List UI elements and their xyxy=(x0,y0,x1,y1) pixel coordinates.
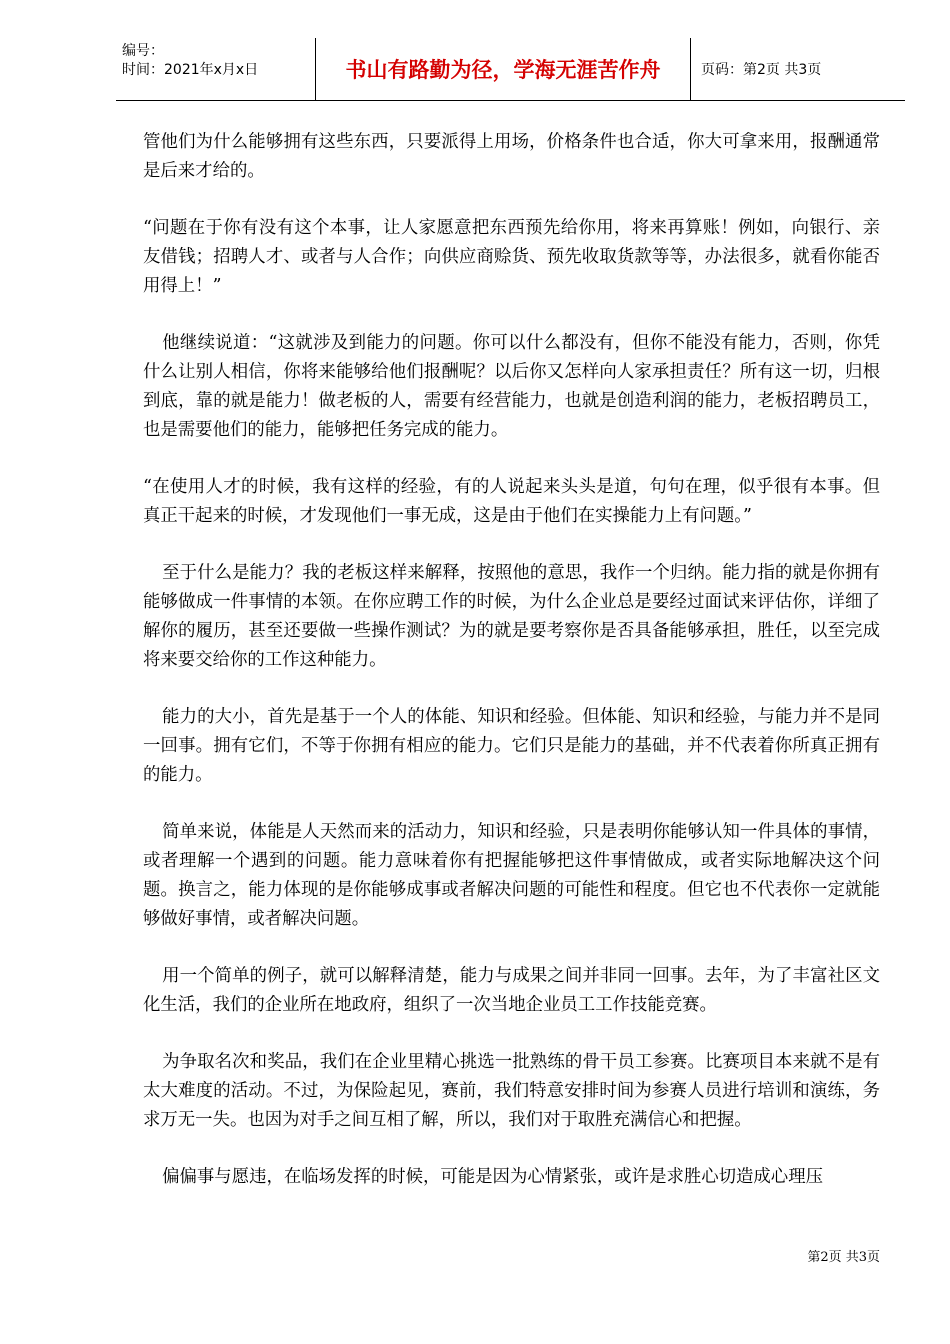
header-page-label: 页码：第2页 共3页 xyxy=(701,62,822,78)
paragraph: 为争取名次和奖品，我们在企业里精心挑选一批熟练的骨干员工参赛。比赛项目本来就不是有太大难度的活动。不过，为保险起见，赛前，我们特意安排时间为参赛人员进行培训和演练，务求万无一失。也因为对手之间互相了解，所以，我们对于取胜充满信心和把握。 xyxy=(143,1052,880,1130)
page-header xyxy=(116,38,905,101)
paragraph: 至于什么是能力？我的老板这样来解释，按照他的意思，我作一个归纳。能力指的就是你拥有能够做成一件事情的本领。在你应聘工作的时候，为什么企业总是要经过面试来评估你，详细了解你的履历，甚至还要做一些操作测试？为的就是要考察你是否具备能够承担，胜任，以至完成将来要交给你的工作这种能力。 xyxy=(143,563,880,670)
paragraph: 偏偏事与愿违，在临场发挥的时候，可能是因为心情紧张，或许是求胜心切造成心理压 xyxy=(162,1167,823,1187)
paragraph: 简单来说，体能是人天然而来的活动力，知识和经验，只是表明你能够认知一件具体的事情，或者理解一个遇到的问题。能力意味着你有把握能够把这件事情做成，或者实际地解决这个问题。换言之，能力体现的是你能够成事或者解决问题的可能性和程度。但它也不代表你一定就能够做好事情，或者解决问题。 xyxy=(143,822,880,929)
paragraph: 用一个简单的例子，就可以解释清楚，能力与成果之间并非同一回事。去年，为了丰富社区文化生活，我们的企业所在地政府，组织了一次当地企业员工工作技能竞赛。 xyxy=(143,966,880,1015)
paragraph: 管他们为什么能够拥有这些东西，只要派得上用场，价格条件也合适，你大可拿来用，报酬通常是后来才给的。 xyxy=(143,132,880,181)
paragraph: “问题在于你有没有这个本事，让人家愿意把东西预先给你用，将来再算账！例如，向银行、亲友借钱；招聘人才、或者与人合作；向供应商赊货、预先收取货款等等，办法很多，就看你能否用得上！” xyxy=(143,218,880,296)
page-footer: 第2页 共3页 xyxy=(807,1250,880,1265)
paragraph: “在使用人才的时候，我有这样的经验，有的人说起来头头是道，句句在理，似乎很有本事。但真正干起来的时候，才发现他们一事无成，这是由于他们在实操能力上有问题。” xyxy=(143,477,880,526)
time-label: 时间：2021年x月x日 xyxy=(122,62,259,78)
header-meta xyxy=(116,38,316,100)
paragraph: 能力的大小，首先是基于一个人的体能、知识和经验。但体能、知识和经验，与能力并不是同一回事。拥有它们，不等于你拥有相应的能力。它们只是能力的基础，并不代表着你所真正拥有的能力。 xyxy=(143,707,880,785)
header-motto: 书山有路勤为径，学海无涯苦作舟 xyxy=(316,38,691,100)
document-body xyxy=(143,128,880,1220)
paragraph: 他继续说道：“这就涉及到能力的问题。你可以什么都没有，但你不能没有能力，否则，你凭什么让别人相信，你将来能够给他们报酬呢？以后你又怎样向人家承担责任？所有这一切，归根到底，靠的就是能力！做老板的人，需要有经营能力，也就是创造利润的能力，老板招聘员工，也是需要他们的能力，能够把任务完成的能力。 xyxy=(143,333,880,440)
number-label: 编号： xyxy=(122,43,164,59)
